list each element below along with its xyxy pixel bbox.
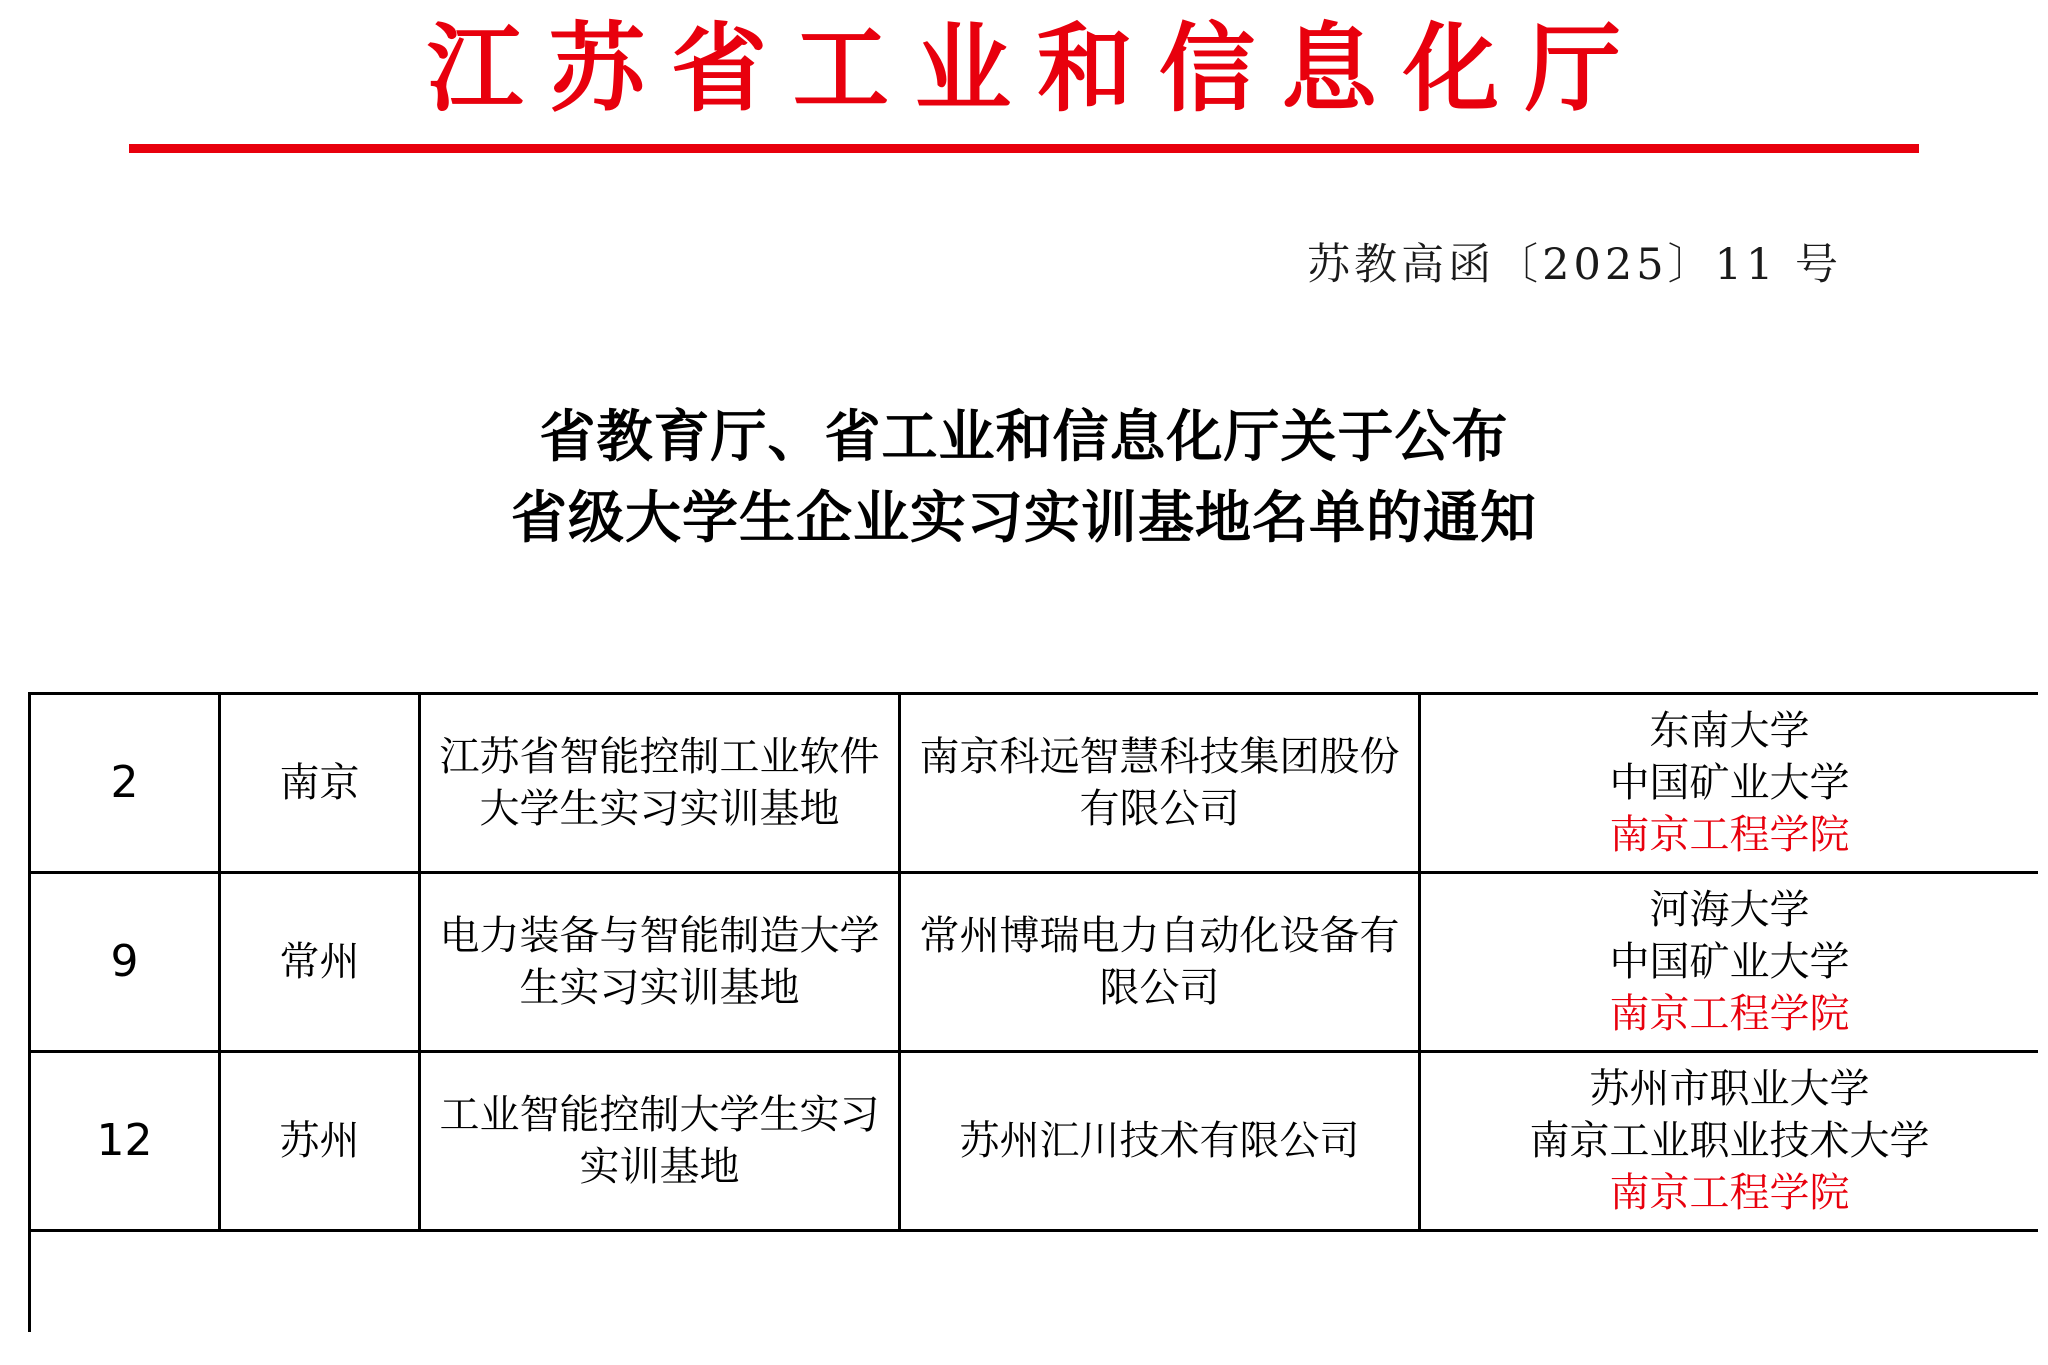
- letterhead-divider: [129, 144, 1919, 153]
- table-row: [30, 873, 2039, 1052]
- university-name-highlighted: 南京工程学院: [1609, 991, 1850, 1037]
- cell-universities: [1420, 694, 2039, 873]
- cell-base-name: 工业智能控制大学生实习实训基地: [420, 1052, 900, 1231]
- page-title: [0, 397, 2048, 559]
- document-number: 苏教高函〔2025〕11 号: [1307, 239, 1842, 290]
- cell-index: 12: [30, 1052, 220, 1231]
- university-name: 中国矿业大学: [1609, 760, 1850, 806]
- cell-index: 9: [30, 873, 220, 1052]
- cell-universities: [1420, 873, 2039, 1052]
- cell-city: 南京: [220, 694, 420, 873]
- university-name: 东南大学: [1649, 708, 1810, 754]
- base-list-table-container: [28, 692, 2038, 1232]
- cell-city: 苏州: [220, 1052, 420, 1231]
- table-row: [30, 694, 2039, 873]
- university-name: 河海大学: [1649, 887, 1810, 933]
- cell-base-name: 江苏省智能控制工业软件大学生实习实训基地: [420, 694, 900, 873]
- cell-index: 2: [30, 694, 220, 873]
- cell-universities: [1420, 1052, 2039, 1231]
- table-body: [30, 694, 2039, 1231]
- university-name: 中国矿业大学: [1609, 939, 1850, 985]
- letterhead: [0, 0, 2048, 153]
- university-name-highlighted: 南京工程学院: [1609, 812, 1850, 858]
- cell-city: 常州: [220, 873, 420, 1052]
- university-name-highlighted: 南京工程学院: [1609, 1170, 1850, 1216]
- cell-company-name: 南京科远智慧科技集团股份有限公司: [900, 694, 1420, 873]
- issuing-agency-title: 江苏省工业和信息化厅: [427, 12, 1647, 125]
- table-row: [30, 1052, 2039, 1231]
- base-list-table: [28, 692, 2038, 1232]
- university-name: 南京工业职业技术大学: [1529, 1118, 1930, 1164]
- page-title-line-2: 省级大学生企业实习实训基地名单的通知: [511, 484, 1537, 551]
- cell-company-name: 苏州汇川技术有限公司: [900, 1052, 1420, 1231]
- document-number-row: [0, 231, 2048, 292]
- cell-company-name: 常州博瑞电力自动化设备有限公司: [900, 873, 1420, 1052]
- page-title-line-1: 省教育厅、省工业和信息化厅关于公布: [539, 403, 1509, 470]
- university-name: 苏州市职业大学: [1589, 1066, 1870, 1112]
- cell-base-name: 电力装备与智能制造大学生实习实训基地: [420, 873, 900, 1052]
